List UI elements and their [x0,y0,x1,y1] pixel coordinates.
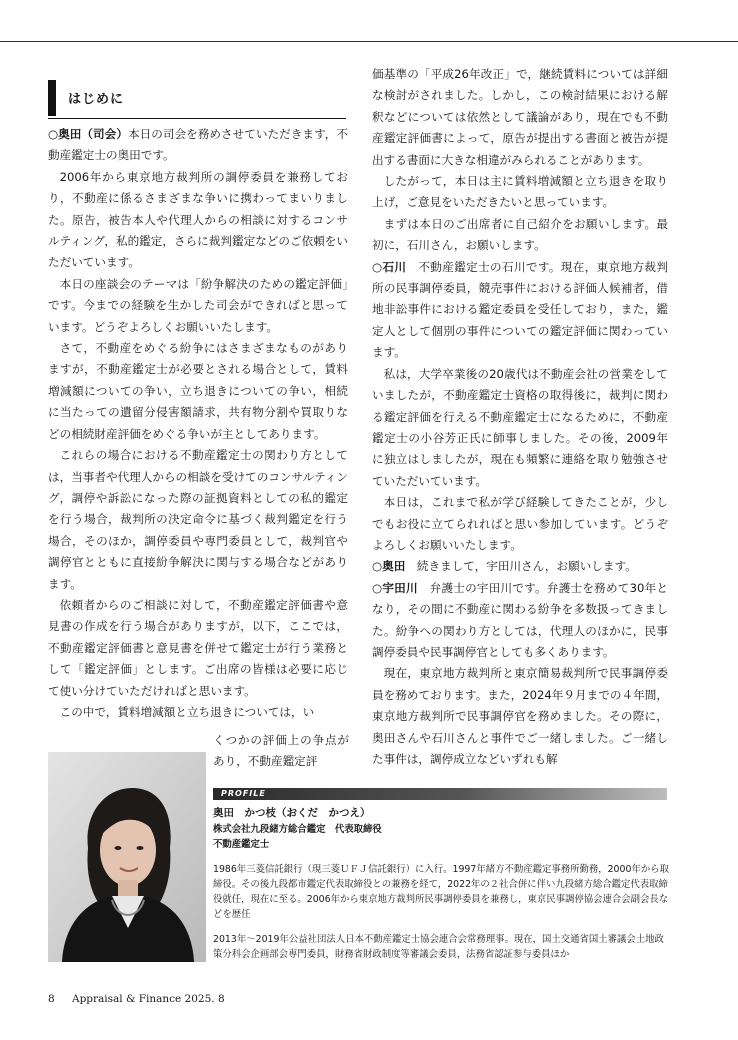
right-column [372,64,668,770]
heading-bar [48,80,56,116]
profile-label: PROFILE [221,789,266,798]
speaker-label: ○奥田（司会） [48,127,128,141]
paragraph: これらの場合における不動産鑑定士の関わり方としては，当事者や代理人からの相談を受けてのコンサルティング，調停や訴訟になった際の証拠資料としての私的鑑定を行う場合，裁判所の決定命令に基づく裁判鑑定を行う場合，そのほか，調停委員や専門委員として，裁判官や調停官とともに直接紛争解決に関与する場合などがあります。 [48,448,348,591]
header-rule [0,41,738,42]
paragraph: 価基準の「平成26年改正」で，継続賃料については詳細な検討がされました。しかし，この検討結果における解釈などについては依然として議論があり，現在でも不動産鑑定評価書によって，原告が提出する書面と被告が提出する書面に大きな相違がみられることがあります。 [372,67,668,167]
paragraph-text: 弁護士の宇田川です。弁護士を務めて30年となり，その間に不動産に関わる紛争を多数扱ってきました。紛争への関わり方としては，代理人のほかに，民事調停委員や民事調停官としても多くあります。 [372,580,668,659]
profile-career: 1986年三菱信託銀行（現三菱ＵＦＪ信託銀行）に入行。1997年緒方不動産鑑定事務所勤務，2000年から取締役。その後九段都市鑑定代表取締役との兼務を経て，2022年の２社合併に伴い九段緒方総合鑑定代表取締役就任，現在に至る。2006年から東京地方裁判所民事調停委員を兼務し，東京民事調停協会連合会副会長などを歴任 [213,864,669,920]
profile-company: 株式会社九段緒方総合鑑定 代表取締役 [213,824,382,835]
section-title: はじめに [68,92,125,107]
paragraph: くつかの評価上の争点があり，不動産鑑定評 [213,733,349,769]
profile-name: 奥田 かつ枝（おくだ かつえ） [213,807,371,819]
paragraph: 本日の座談会のテーマは「紛争解決のための鑑定評価」です。今までの経験を生かした司会ができればと思っています。どうぞよろしくお願いいたします。 [48,276,348,334]
paragraph: 2006年から東京地方裁判所の調停委員を兼務しており，不動産に係るさまざまな争いに携わってまいりました。原告，被告本人や代理人からの相談に対するコンサルティング，私的鑑定，さらに裁判鑑定などのご依頼をいただいています。 [48,169,348,270]
portrait-image [48,752,206,962]
page-number: 8 [48,993,55,1005]
profile-band [213,788,667,800]
paragraph [372,578,668,664]
speaker-label: ○石川 [372,259,407,274]
paragraph: 依頼者からのご相談に対して，不動産鑑定評価書や意見書の作成を行う場合がありますが，以下，ここでは，不動産鑑定評価書と意見書を併せて鑑定士が行う業務として「鑑定評価」とします。ご出席の皆様は必要に応じて使い分けていただければと思います。 [48,597,348,698]
paragraph: 本日は，これまで私が学び経験してきたことが，少しでもお役に立てられればと思い参加しています。どうぞよろしくお願いいたします。 [372,495,668,552]
profile-box [213,804,669,962]
heading-underline [48,118,346,119]
paragraph: この中で，賃料増減額と立ち退きについては，い [59,704,315,719]
left-column [48,124,348,723]
portrait-photo [48,752,206,962]
paragraph [48,124,348,167]
paragraph: 現在，東京地方裁判所と東京簡易裁判所で民事調停委員を務めております。また，2024年９月までの４年間，東京地方裁判所で民事調停官を務めました。その際に，奥田さんや石川さんと事件でご一緒しました。ご一緒した事件は，調停成立などいずれも解 [372,666,668,766]
paragraph: 私は，大学卒業後の20歳代は不動産会社の営業をしていましたが，不動産鑑定士資格の取得後に，裁判に関わる鑑定評価を行える不動産鑑定士になるために，不動産鑑定士の小谷芳正氏に師事しました。その後，2009年に独立はしましたが，現在も頻繁に連絡を取り勉強させていただいています。 [372,366,668,488]
page-footer [48,993,225,1005]
paragraph-text: 本日の司会を務めさせていただきます，不動産鑑定士の奥田です。 [48,127,348,163]
speaker-label: ○奥田 [372,559,406,574]
paragraph: したがって，本日は主に賃料増減額と立ち退きを取り上げ，ご意見をいただきたいと思っています。 [372,174,668,210]
section-heading [48,80,348,116]
left-column-continued [213,730,349,773]
paragraph [372,257,668,364]
profile-roles: 2013年～2019年公益社団法人日本不動産鑑定士協会連合会常務理事。現在，国土交通省国土審議会土地政策分科会企画部会専門委員，財務省財政制度等審議会委員，法務省認証参与委員ほか [213,934,664,960]
speaker-label: ○宇田川 [372,580,418,595]
profile-title: 不動産鑑定士 [213,839,270,850]
paragraph-text: 不動産鑑定士の石川です。現在，東京地方裁判所の民事調停委員，競売事件における評価人候補者，借地非訟事件における鑑定委員を受任しており，また，鑑定人として個別の事件についての鑑定評価に関わっています。 [372,259,668,360]
paragraph [372,556,668,577]
paragraph: まずは本日のご出席者に自己紹介をお願いします。最初に，石川さん，お願いします。 [372,216,668,253]
paragraph-text: 続きまして，宇田川さん，お願いします。 [416,559,637,574]
journal-name: Appraisal & Finance 2025. 8 [72,993,225,1005]
paragraph: さて，不動産をめぐる紛争にはさまざまなものがありますが，不動産鑑定士が必要とされる場合として，賃料増減額についての争い，立ち退きについての争い，相続に当たっての遺留分侵害額請求，共有物分割や買取りなどの相続財産評価をめぐる争いが主としてあります。 [48,341,348,441]
